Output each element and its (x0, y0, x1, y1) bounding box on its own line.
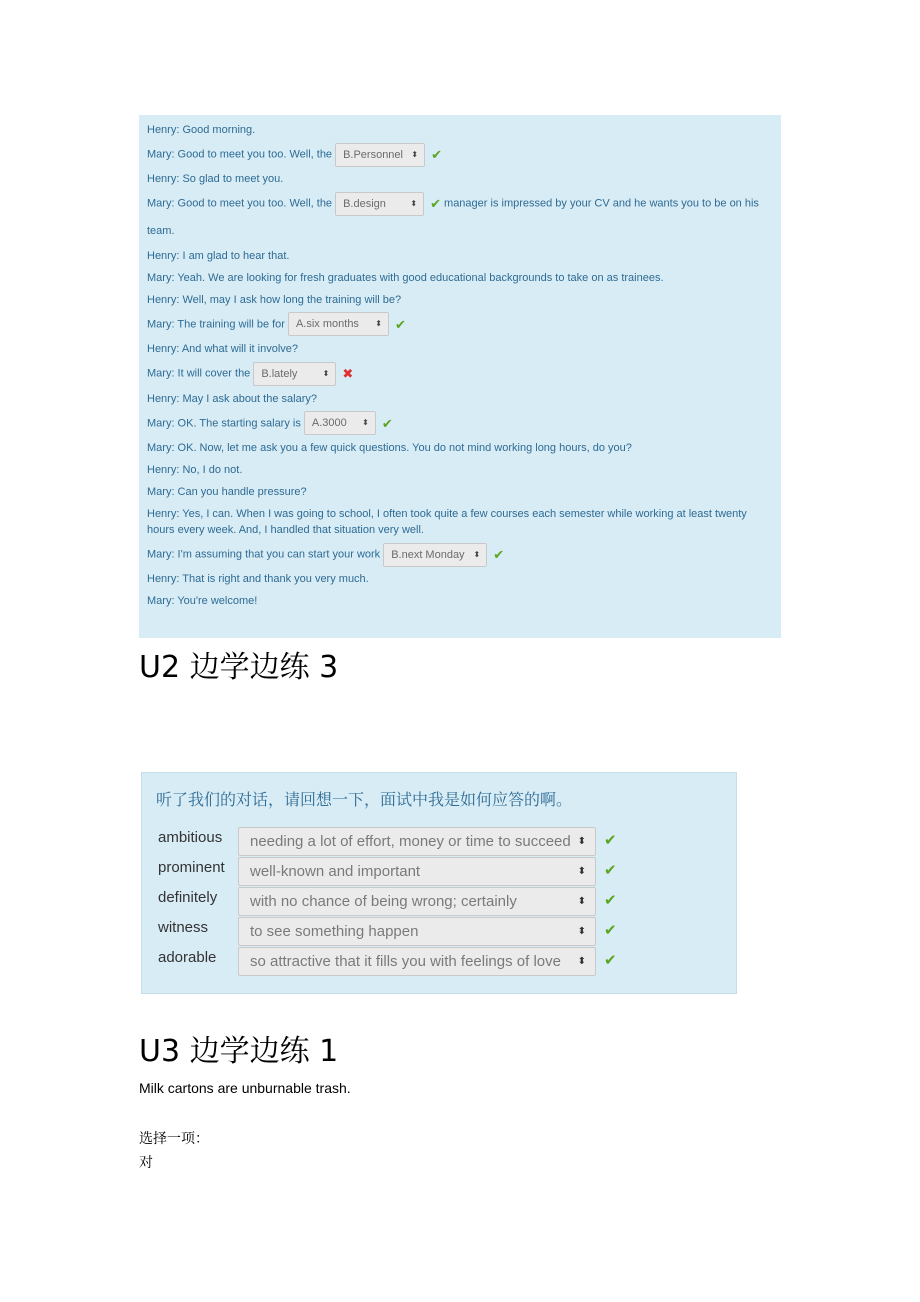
dialog-line (147, 245, 773, 267)
dialog-line (147, 311, 773, 338)
updown-arrow-icon: ⬍ (411, 149, 419, 159)
updown-arrow-icon: ⬍ (577, 956, 586, 967)
dialog-text: Mary: OK. The starting salary is (147, 417, 301, 430)
matching-word: prominent (158, 859, 225, 876)
dialog-text: Mary: OK. Now, let me ask you a few quick questions. You do not mind working long hours, do you? (147, 442, 632, 455)
check-icon: ✔ (604, 862, 617, 879)
dialog-text: Henry: That is right and thank you very much. (147, 573, 369, 586)
dialog-text: Henry: No, I do not. (147, 464, 243, 477)
dialog-line (147, 388, 773, 410)
updown-arrow-icon: ⬍ (577, 896, 586, 907)
updown-arrow-icon: ⬍ (375, 319, 382, 329)
dialog-line (147, 410, 773, 437)
updown-arrow-icon: ⬍ (577, 836, 586, 847)
dialog-line (147, 437, 773, 459)
section-heading: U3 边学边练 1 (139, 1034, 339, 1069)
dialog-line (147, 141, 773, 168)
dialog-text: manager is impressed by your CV and he wants you to be on his team. (147, 197, 759, 237)
check-icon: ✔ (431, 147, 442, 162)
section-heading: U2 边学边练 3 (139, 650, 339, 685)
dialog-text: Henry: May I ask about the salary? (147, 392, 317, 405)
answer-select[interactable]: B.Personnel ⬍ (335, 143, 425, 167)
dialog-line (147, 289, 773, 311)
dialog-line (147, 590, 773, 612)
updown-arrow-icon: ⬍ (473, 549, 481, 559)
answer-select[interactable]: B.design ⬍ (335, 192, 424, 216)
question-text: Milk cartons are unburnable trash. (139, 1080, 351, 1096)
cross-icon: ✖ (342, 366, 354, 382)
matching-word: ambitious (158, 829, 223, 846)
dialog-text: Henry: I am glad to hear that. (147, 249, 290, 262)
dialog-text: Mary: Good to meet you too. Well, the (147, 148, 333, 161)
dialog-line (147, 541, 773, 568)
check-icon: ✔ (394, 316, 406, 332)
dialog-text: Mary: I'm assuming that you can start your work (147, 548, 381, 561)
check-icon: ✔ (604, 922, 617, 939)
dialog-text: Mary: Can you handle pressure? (147, 486, 307, 499)
answer-select[interactable]: well-known and important ⬍ (238, 857, 596, 886)
dialog-panel (139, 115, 781, 638)
updown-arrow-icon: ⬍ (362, 418, 369, 428)
check-icon: ✔ (430, 196, 441, 212)
answer-select[interactable]: to see something happen ⬍ (238, 917, 596, 946)
dialog-line (147, 360, 773, 387)
answer-select[interactable]: so attractive that it fills you with feelings of love ⬍ (238, 947, 596, 976)
question-prompt: 选择一项： (139, 1131, 209, 1147)
matching-panel (141, 772, 737, 994)
answer-select[interactable]: B.next Monday ⬍ (383, 543, 487, 567)
check-icon: ✔ (493, 547, 505, 563)
dialog-line (147, 119, 773, 141)
check-icon: ✔ (604, 952, 617, 969)
updown-arrow-icon: ⬍ (577, 926, 586, 937)
dialog-text: Henry: Well, may I ask how long the training will be? (147, 293, 402, 306)
answer-select[interactable]: needing a lot of effort, money or time to succeed ⬍ (238, 827, 596, 856)
dialog-line (147, 168, 773, 190)
dialog-text: Mary: You're welcome! (147, 595, 258, 608)
answer-select[interactable]: with no chance of being wrong; certainly ⬍ (238, 887, 596, 916)
matching-word: definitely (158, 889, 218, 906)
matching-title: 听了我们的对话，请回想一下，面试中我是如何应答的啊。 (156, 790, 573, 809)
check-icon: ✔ (381, 415, 393, 431)
answer-option[interactable]: 对 (139, 1155, 153, 1171)
matching-word: adorable (158, 949, 217, 966)
dialog-line (147, 338, 773, 360)
check-icon: ✔ (604, 832, 617, 849)
updown-arrow-icon: ⬍ (577, 866, 586, 877)
check-icon: ✔ (604, 892, 617, 909)
dialog-line (147, 459, 773, 481)
dialog-text: Mary: Yeah. We are looking for fresh graduates with good educational backgrounds to take on as trainees. (147, 271, 664, 284)
dialog-text: Mary: The training will be for (147, 318, 285, 331)
answer-select[interactable]: A.six months ⬍ (288, 312, 389, 336)
dialog-text: Henry: So glad to meet you. (147, 173, 284, 186)
dialog-line (147, 503, 773, 541)
updown-arrow-icon: ⬍ (410, 198, 418, 208)
updown-arrow-icon: ⬍ (322, 368, 330, 378)
dialog-text: Mary: Good to meet you too. Well, the (147, 197, 333, 210)
answer-select[interactable]: A.3000 ⬍ (304, 411, 376, 435)
dialog-text: Henry: Good morning. (147, 124, 256, 136)
dialog-text: Mary: It will cover the (147, 367, 251, 380)
matching-word: witness (158, 919, 209, 936)
dialog-line (147, 190, 773, 244)
dialog-text: Henry: Yes, I can. When I was going to school, I often took quite a few courses each semester while working at least twenty hours every week. And, I handled that situation very well. (147, 508, 747, 537)
dialog-line (147, 267, 773, 289)
dialog-text: Henry: And what will it involve? (147, 343, 299, 356)
answer-select[interactable]: B.lately ⬍ (253, 362, 336, 386)
dialog-line (147, 481, 773, 503)
dialog-line (147, 568, 773, 590)
